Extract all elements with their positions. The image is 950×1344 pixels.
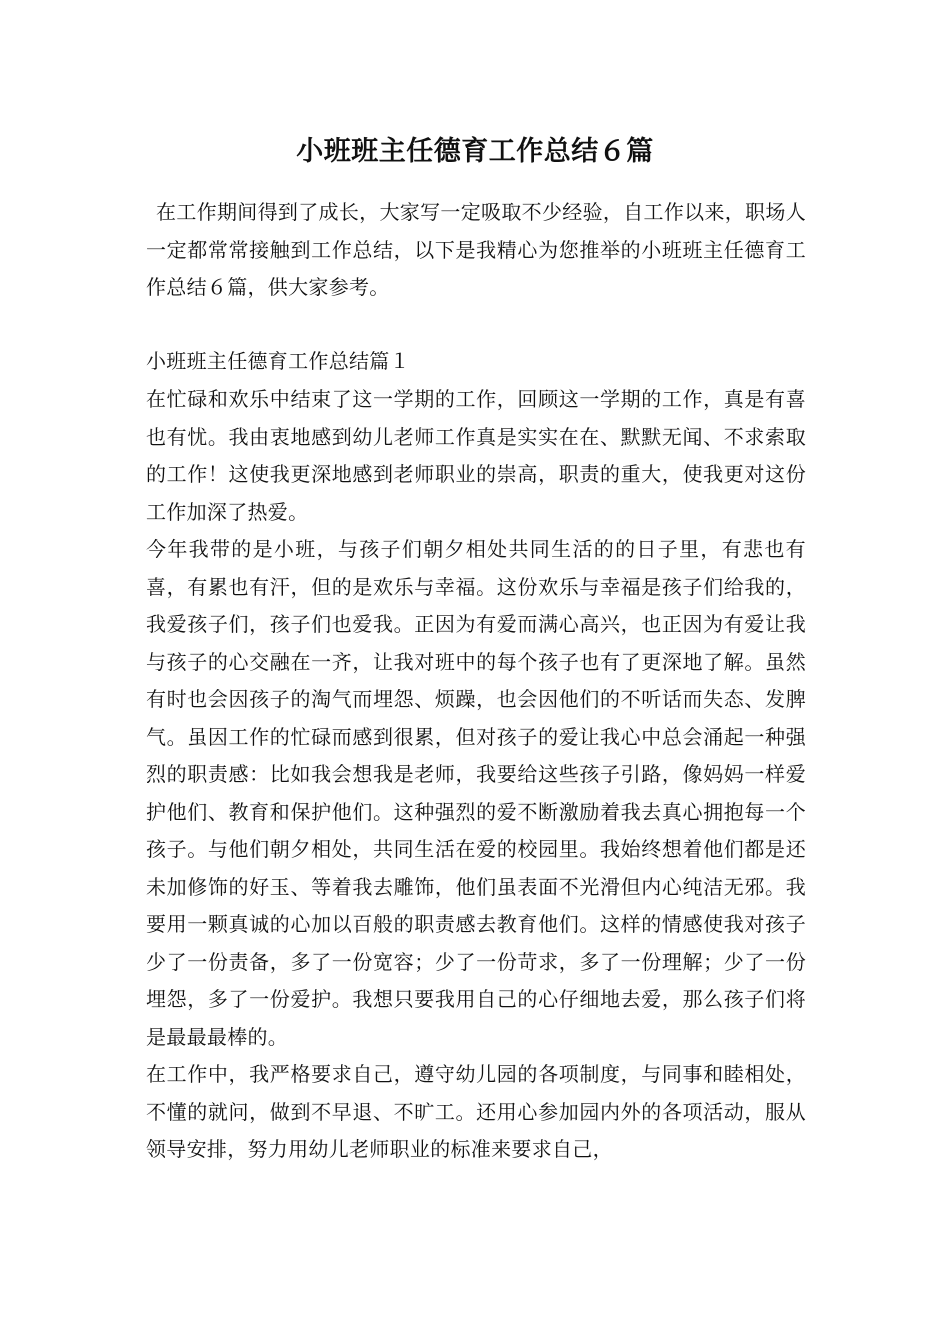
body-paragraph: 在忙碌和欢乐中结束了这一学期的工作，回顾这一学期的工作，真是有喜也有忧。我由衷地感到幼儿老师工作真是实实在在、默默无闻、不求索取的工作！这使我更深地感到老师职业的崇高，职责的重大，使我更对这份工作加深了热爱。 xyxy=(146,387,806,524)
section-heading: 小班班主任德育工作总结篇１ xyxy=(146,349,410,373)
section-body xyxy=(146,381,806,1169)
document-title: 小班班主任德育工作总结６篇 xyxy=(296,136,654,167)
body-paragraph: 在工作中，我严格要求自己，遵守幼儿园的各项制度，与同事和睦相处，不懂的就问，做到不早退、不旷工。还用心参加园内外的各项活动，服从领导安排，努力用幼儿老师职业的标准来要求自己， xyxy=(146,1062,806,1161)
body-paragraph: 今年我带的是小班，与孩子们朝夕相处共同生活的的日子里，有悲也有喜，有累也有汗，但的是欢乐与幸福。这份欢乐与幸福是孩子们给我的，我爱孩子们，孩子们也爱我。正因为有爱而满心高兴，也正因为有爱让我与孩子的心交融在一齐，让我对班中的每个孩子也有了更深地了解。虽然有时也会因孩子的淘气而埋怨、烦躁，也会因他们的不听话而失态、发脾气。虽因工作的忙碌而感到很累，但对孩子的爱让我心中总会涌起一种强烈的职责感：比如我会想我是老师，我要给这些孩子引路，像妈妈一样爱护他们、教育和保护他们。这种强烈的爱不断激励着我去真心拥抱每一个孩子。与他们朝夕相处，共同生活在爱的校园里。我始终想着他们都是还未加修饰的好玉、等着我去雕饰，他们虽表面不光滑但内心纯洁无邪。我要用一颗真诚的心加以百般的职责感去教育他们。这样的情感使我对孩子少了一份责备，多了一份宽容；少了一份苛求，多了一份理解；少了一份埋怨，多了一份爱护。我想只要我用自己的心仔细地去爱，那么孩子们将是最最最棒的。 xyxy=(146,537,806,1049)
intro-paragraph: 在工作期间得到了成长，大家写一定吸取不少经验，自工作以来，职场人一定都常常接触到工作总结，以下是我精心为您推举的小班班主任德育工作总结６篇，供大家参考。 xyxy=(146,200,806,299)
